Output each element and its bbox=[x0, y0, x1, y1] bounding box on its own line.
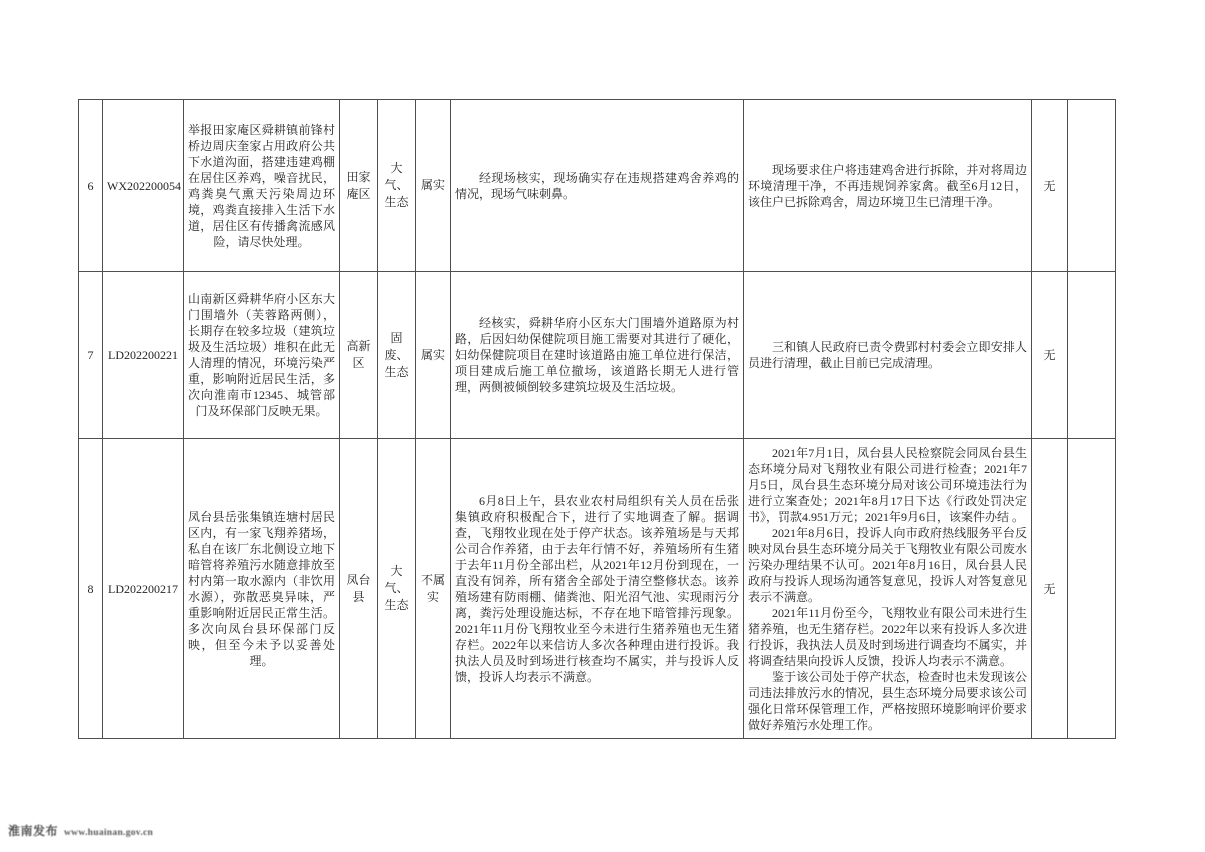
complaint-cell: 凤台县岳张集镇连塘村居民区内，有一家飞翔养猪场，私自在该厂东北侧设立地下暗管将养殖污水随意排放至村内第一取水源内（非饮用水源），弥散恶臭异味，严重影响附近居民正常生活。多次向凤台县环保部门反映，但至今未予以妥善处理。 bbox=[184, 439, 340, 739]
verified-cell: 不属实 bbox=[416, 439, 451, 739]
case-id-cell: LD202200217 bbox=[103, 439, 184, 739]
complaints-table bbox=[78, 99, 1116, 739]
pollution-type-cell: 大气、生态 bbox=[378, 439, 416, 739]
case-id-cell: WX202200054 bbox=[103, 100, 184, 272]
table-row bbox=[79, 100, 1116, 272]
table-row bbox=[79, 272, 1116, 439]
district-cell: 凤台县 bbox=[340, 439, 378, 739]
district-cell: 田家庵区 bbox=[340, 100, 378, 272]
handling-cell: 三和镇人民政府已责令费郢村村委会立即安排人员进行清理，截止目前已完成清理。 bbox=[744, 272, 1032, 439]
site-watermark bbox=[8, 822, 153, 840]
complaint-cell: 山南新区舜耕华府小区东大门围墙外（芙蓉路两侧），长期存在较多垃圾（建筑垃圾及生活垃圾）堆积在此无人清理的情况，环境污染严重，影响附近居民生活，多次向淮南市12345、城管部门及环保部门反映无果。 bbox=[184, 272, 340, 439]
row-number-cell: 7 bbox=[79, 272, 103, 439]
table-body bbox=[79, 100, 1116, 739]
case-id-cell: LD202200221 bbox=[103, 272, 184, 439]
verified-cell: 属实 bbox=[416, 100, 451, 272]
pollution-type-cell: 大气、生态 bbox=[378, 100, 416, 272]
accountability-cell: 无 bbox=[1032, 100, 1068, 272]
table-row bbox=[79, 439, 1116, 739]
row-number-cell: 8 bbox=[79, 439, 103, 739]
remark-cell bbox=[1068, 100, 1116, 272]
accountability-cell: 无 bbox=[1032, 439, 1068, 739]
pollution-type-cell: 固废、生态 bbox=[378, 272, 416, 439]
complaint-cell: 举报田家庵区舜耕镇前锋村桥边周庆奎家占用政府公共下水道沟面，搭建违建鸡棚在居住区养鸡，噪音扰民，鸡粪臭气熏天污染周边环境，鸡粪直接排入生活下水道，居住区有传播禽流感风险，请尽快处理。 bbox=[184, 100, 340, 272]
watermark-url: www.huainan.gov.cn bbox=[64, 828, 154, 838]
district-cell: 高新区 bbox=[340, 272, 378, 439]
handling-cell: 2021年7月1日，凤台县人民检察院会同凤台县生态环境分局对飞翔牧业有限公司进行检查；2021年7月5日，凤台县生态环境分局对该公司环境违法行为进行立案查处；2021年8月17日下达《行政处罚决定书》，罚款4.951万元；2021年9月6日，该案件办结 。 2021年8月6日，投诉人向市政府热线服务平台反映对凤台县生态环境分局关于飞翔牧业有限公司废水污染办理结果不认可。2021年8月16日，凤台县人民政府与投诉人现场沟通答复意见，投诉人对答复意见表示不满意。 2021年11月份至今，飞翔牧业有限公司未进行生猪养殖，也无生猪存栏。2022年以来有投诉人多次进行投诉，我执法人员及时到场进行调查均不属实，并将调查结果向投诉人反馈，投诉人均表示不满意。 鉴于该公司处于停产状态，检查时也未发现该公司违法排放污水的情况，县生态环境分局要求该公司强化日常环保管理工作，严格按照环境影响评价要求做好养殖污水处理工作。 bbox=[744, 439, 1032, 739]
remark-cell bbox=[1068, 439, 1116, 739]
investigation-cell: 经核实，舜耕华府小区东大门围墙外道路原为村路，后因妇幼保健院项目施工需要对其进行了硬化，妇幼保健院项目在建时该道路由施工单位进行保洁，项目建成后施工单位撤场，该道路长期无人进行管理，两侧被倾倒较多建筑垃圾及生活垃圾。 bbox=[451, 272, 744, 439]
accountability-cell: 无 bbox=[1032, 272, 1068, 439]
watermark-site-name: 淮南发布 bbox=[8, 824, 59, 838]
investigation-cell: 经现场核实，现场确实存在违规搭建鸡舍养鸡的情况，现场气味刺鼻。 bbox=[451, 100, 744, 272]
handling-cell: 现场要求住户将违建鸡舍进行拆除，并对将周边环境清理干净，不再违规饲养家禽。截至6月12日，该住户已拆除鸡舍，周边环境卫生已清理干净。 bbox=[744, 100, 1032, 272]
row-number-cell: 6 bbox=[79, 100, 103, 272]
verified-cell: 属实 bbox=[416, 272, 451, 439]
remark-cell bbox=[1068, 272, 1116, 439]
investigation-cell: 6月8日上午，县农业农村局组织有关人员在岳张集镇政府积极配合下，进行了实地调查了解。据调查，飞翔牧业现在处于停产状态。该养殖场是与天邦公司合作养猪，由于去年行情不好，养殖场所有生猪于去年11月份全部出栏，从2021年12月份到现在，一直没有饲养，所有猪舍全部处于清空整修状态。该养殖场建有防雨棚、储粪池、阳光沼气池、实现雨污分离，粪污处理设施达标，不存在地下暗管排污现象。2021年11月份飞翔牧业至今未进行生猪养殖也无生猪存栏。2022年以来信访人多次各种理由进行投诉。我执法人员及时到场进行核查均不属实，并与投诉人反馈，投诉人均表示不满意。 bbox=[451, 439, 744, 739]
